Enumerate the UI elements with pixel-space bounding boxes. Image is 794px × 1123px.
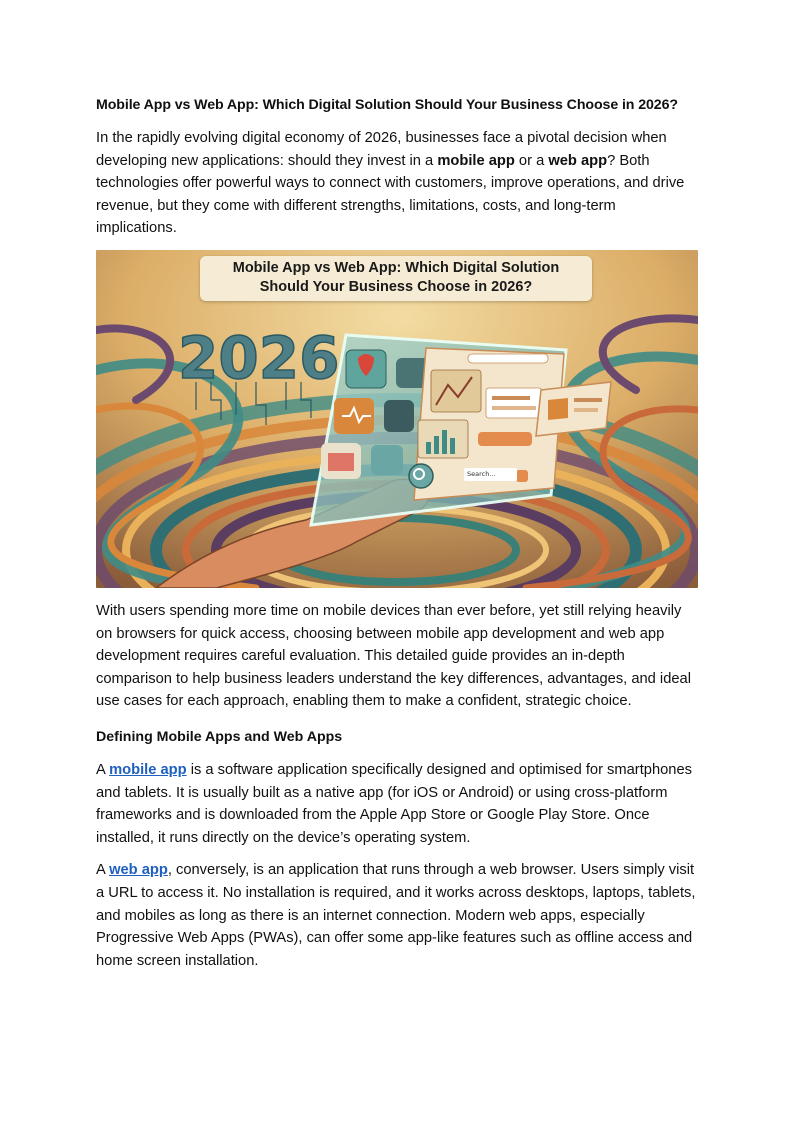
intro-text-3: ? Both technologies offer powerful ways to connect with customers, improve operations, and drive revenue, but they come with different strengths, limitations, costs, and long-term implications. xyxy=(96,152,685,237)
context-paragraph: With users spending more time on mobile devices than ever before, yet still relying heavily on browsers for quick access, choosing between mobile app development and web app development requires careful evaluation. This detailed guide provides an in-depth comparison to help business leaders understand the key differences, advantages, and ideal use cases for each approach, enabling them to make a confident, strategic choice. xyxy=(96,602,691,710)
intro-text-2: or a xyxy=(514,152,549,169)
hero-illustration xyxy=(96,250,698,588)
mobile-prefix: A xyxy=(96,761,110,778)
year-2026-text: 2026 xyxy=(178,323,340,392)
web-definition-text: , conversely, is an application that runs through a web browser. Users simply visit a URL to access it. No installation is required, and it works across desktops, laptops, tablets, and mobiles as long as there is an internet connection. Modern web apps, especially Progressive Web Apps (PWAs), can offer some app-like features such as offline access and home screen installation. xyxy=(96,862,696,969)
web-prefix: A xyxy=(96,862,110,879)
article xyxy=(96,95,696,982)
hero-title-banner xyxy=(200,256,592,301)
hero-banner-line-2: Should Your Business Choose in 2026? xyxy=(259,279,533,296)
intro-paragraph xyxy=(96,127,696,240)
section-heading-definitions: Defining Mobile Apps and Web Apps xyxy=(96,728,343,745)
hero-banner-line-1: Mobile App vs Web App: Which Digital Solution xyxy=(232,260,560,277)
intro-bold-mobile-app: mobile app xyxy=(437,152,515,169)
mobile-app-link[interactable]: mobile app xyxy=(109,761,187,778)
tablet-device xyxy=(311,335,566,525)
mobile-app-definition xyxy=(96,759,696,849)
article-title: Mobile App vs Web App: Which Digital Solution Should Your Business Choose in 2026? xyxy=(96,97,678,113)
floating-browser-window xyxy=(536,382,611,436)
hero-search-box: Search... xyxy=(464,468,517,481)
mobile-definition-text: is a software application specifically designed and optimised for smartphones and tablets. It is usually built as a native app (for iOS or Android) or using cross-platform frameworks and is downloaded from the Apple App Store or Google Play Store. Once installed, it runs directly on the device’s operating system. xyxy=(96,761,692,846)
web-app-definition xyxy=(96,859,696,972)
intro-text-1: In the rapidly evolving digital economy of 2026, businesses face a pivotal decision when developing new applications: should they invest in a xyxy=(96,130,667,169)
web-app-link[interactable]: web app xyxy=(109,862,168,879)
intro-bold-web-app: web app xyxy=(548,152,608,169)
